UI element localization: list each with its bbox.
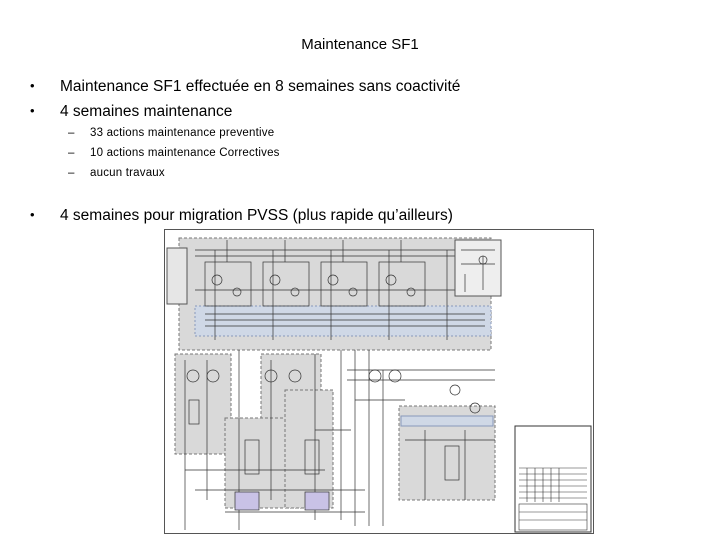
process-schematic-image (164, 229, 594, 534)
schematic-drawing (165, 230, 593, 533)
bullet-text: 4 semaines maintenance (60, 103, 233, 120)
dash-icon: – (68, 127, 75, 139)
sub-bullet-text: 33 actions maintenance preventive (90, 127, 275, 139)
slide-title: Maintenance SF1 (301, 36, 419, 53)
bullet-text: 4 semaines pour migration PVSS (plus rapide qu’ailleurs) (60, 207, 453, 224)
dash-icon: – (68, 167, 75, 179)
bullet-dot-icon: • (30, 78, 35, 93)
bullet-dot-icon: • (30, 103, 35, 118)
dash-icon: – (68, 147, 75, 159)
sub-bullet-text: aucun travaux (90, 167, 165, 179)
sub-bullet-text: 10 actions maintenance Correctives (90, 147, 280, 159)
bullet-dot-icon: • (30, 207, 35, 222)
bullet-text: Maintenance SF1 effectuée en 8 semaines sans coactivité (60, 78, 461, 95)
